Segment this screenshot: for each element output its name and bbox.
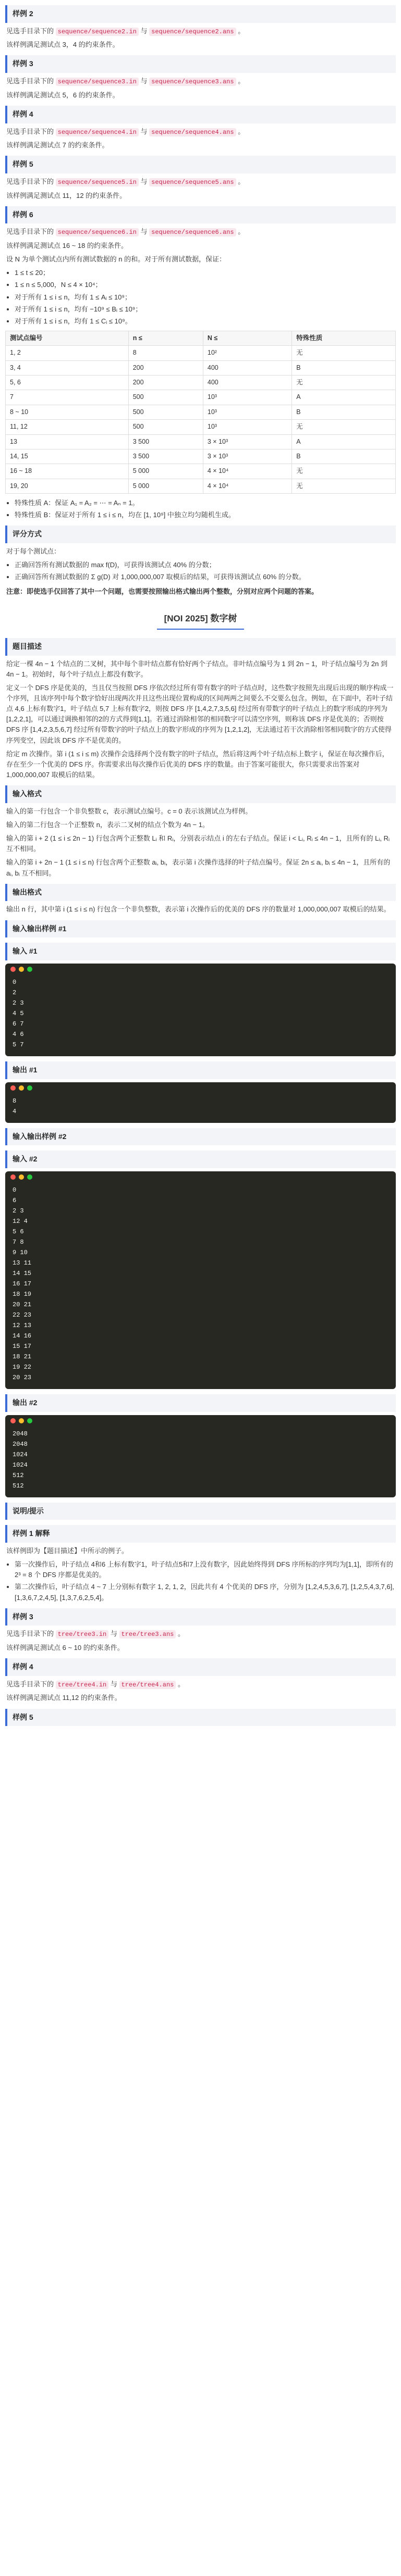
table-cell: 19, 20 <box>6 479 129 493</box>
table-cell: 13 <box>6 434 129 449</box>
table-cell: 3, 4 <box>6 360 129 375</box>
sample3-desc: 该样例满足测试点 5，6 的约束条件。 <box>6 91 119 99</box>
input-p2: 输入的第二行包含一个正整数 n，表示二叉树的结点个数为 4n − 1。 <box>6 821 209 829</box>
sample6-files <box>6 227 395 237</box>
scoring-item: • 正确回答所有测试数据的 max f(D)，可获得该测试点 40% 的分数； <box>15 560 396 570</box>
tree-sample4-file-ans[interactable]: tree/tree4.ans <box>119 1681 176 1689</box>
maximize-dot-icon <box>27 967 32 972</box>
sample6-desc: 该样例满足测试点 16 ~ 18 的约束条件。 <box>6 241 128 249</box>
table-body <box>6 346 396 494</box>
table-cell: B <box>292 360 396 375</box>
sample6-heading: 样例 6 <box>5 206 396 224</box>
tree-sample3-desc: 该样例满足测试点 6 ~ 10 的约束条件。 <box>6 1644 124 1652</box>
table-header-row <box>6 331 396 345</box>
sample3-heading: 样例 3 <box>5 55 396 73</box>
property-a: • 特殊性质 A：保证 A₁ = A₂ = ⋯ = Aₙ = 1。 <box>15 498 396 508</box>
close-dot-icon <box>10 967 16 972</box>
tree-sample4-suffix: 。 <box>177 1680 185 1688</box>
table-cell: 8 ~ 10 <box>6 405 129 419</box>
sample5-file-in[interactable]: sequence/sequence5.in <box>56 178 139 186</box>
table-cell: B <box>292 449 396 464</box>
table-cell: A <box>292 434 396 449</box>
constraint-item: • 1 ≤ n ≤ 5,000，N ≤ 4 × 10⁴； <box>15 280 396 290</box>
tree-sample4-file-in[interactable]: tree/tree4.in <box>56 1681 109 1689</box>
table-cell: 4 × 10⁴ <box>203 479 291 493</box>
table-row <box>6 464 396 479</box>
sample5-suffix: 。 <box>238 177 245 185</box>
window-controls <box>5 1171 396 1183</box>
table-row <box>6 449 396 464</box>
table-cell: 16 ~ 18 <box>6 464 129 479</box>
sample2-files <box>6 26 395 37</box>
minimize-dot-icon <box>19 1418 24 1423</box>
table-cell: 10² <box>203 346 291 360</box>
hints-heading: 说明/提示 <box>5 1503 396 1520</box>
explain-item: • 第二次操作后，叶子结点 4 ~ 7 上分别标有数字 1, 2, 1, 2，因此共有 4 个优美的 DFS 序，分别为 [1,2,4,5,3,6,7], [1,2,5,4,3,7,6], [1,3,6,7,2,4,5], [1,3,7,6,2,5,4]。 <box>15 1582 396 1603</box>
table-cell: 3 500 <box>128 434 203 449</box>
table-cell: 5 000 <box>128 464 203 479</box>
table-cell: 无 <box>292 346 396 360</box>
table-cell: 500 <box>128 405 203 419</box>
tree-sample3-heading: 样例 3 <box>5 1608 396 1626</box>
scoring-intro: 对于每个测试点： <box>6 547 61 556</box>
tree-sample3-see: 见选手目录下的 <box>6 1630 54 1638</box>
tree-sample3-suffix: 。 <box>177 1630 185 1638</box>
sample4-and: 与 <box>140 127 148 135</box>
window-controls <box>5 1082 396 1094</box>
table-cell: 无 <box>292 464 396 479</box>
table-cell: 无 <box>292 479 396 493</box>
table-header: n ≤ <box>128 331 203 345</box>
special-properties <box>15 498 396 520</box>
io2-output-text[interactable]: 2048 2048 1024 1024 512 512 <box>13 1430 28 1490</box>
sample3-file-in[interactable]: sequence/sequence3.in <box>56 78 139 86</box>
tree-sample3-files <box>6 1629 395 1640</box>
window-controls <box>5 964 396 975</box>
io1-input-heading: 输入 #1 <box>5 943 396 960</box>
explain-item: • 第一次操作后，叶子结点 4和6 上标有数字1，叶子结点5和7上没有数字，因此始终得到 DFS 序所标的序列均为[1,1]，即所有的2³ = 8 个 DFS 序都是优美的。 <box>15 1559 396 1580</box>
table-cell: 3 × 10³ <box>203 434 291 449</box>
input-p4: 输入的第 i + 2n − 1 (1 ≤ i ≤ n) 行包含两个正整数 aᵢ, bᵢ，表示第 i 次操作选择的叶子结点编号。保证 2n ≤ aᵢ, bᵢ ≤ 4n − 1，且所有的 aᵢ, bᵢ 互不相同。 <box>6 858 391 877</box>
scoring-item: • 正确回答所有测试数据的 Σ g(D) 对 1,000,000,007 取模后的结果，可获得该测试点 60% 的分数。 <box>15 572 396 582</box>
tree-sample4-heading: 样例 4 <box>5 1658 396 1676</box>
sample6-file-in[interactable]: sequence/sequence6.in <box>56 228 139 236</box>
constraint-item: • 对于所有 1 ≤ i ≤ n，均有 −10⁹ ≤ Bᵢ ≤ 10⁹； <box>15 304 396 315</box>
table-cell: 500 <box>128 420 203 434</box>
tree-sample3-file-ans[interactable]: tree/tree3.ans <box>119 1630 176 1639</box>
scoring-list <box>15 560 396 582</box>
desc-heading: 题目描述 <box>5 638 396 656</box>
window-controls <box>5 1415 396 1427</box>
input-p3: 输入的第 i + 2 (1 ≤ i ≤ 2n − 1) 行包含两个正整数 Lᵢ 和 Rᵢ，分别表示结点 i 的左右子结点。保证 i < Lᵢ, Rᵢ ≤ 4n − 1，且所有的 Lᵢ, Rᵢ 互不相同。 <box>6 834 390 853</box>
scoring-note: 注意：即使选手仅回答了其中一个问题，也需要按照输出格式输出两个整数，分别对应两个问题的答案。 <box>6 587 319 596</box>
table-cell: 200 <box>128 360 203 375</box>
sample5-desc: 该样例满足测试点 11，12 的约束条件。 <box>6 191 127 199</box>
table-row <box>6 376 396 390</box>
sample3-file-ans[interactable]: sequence/sequence3.ans <box>149 78 236 86</box>
sample3-see: 见选手目录下的 <box>6 77 54 85</box>
tree-sample4-see: 见选手目录下的 <box>6 1680 54 1688</box>
table-header: 特殊性质 <box>292 331 396 345</box>
problem-title: [NOI 2025] 数字树 <box>157 609 245 630</box>
constraints-list <box>15 268 396 327</box>
sample5-file-ans[interactable]: sequence/sequence5.ans <box>149 178 236 186</box>
table-cell: 4 × 10⁴ <box>203 464 291 479</box>
input-heading: 输入格式 <box>5 785 396 803</box>
input-p1: 输入的第一行包含一个非负整数 c，表示测试点编号。c = 0 表示该测试点为样例。 <box>6 807 252 815</box>
table-cell: 400 <box>203 360 291 375</box>
io1-output-text[interactable]: 8 4 <box>13 1097 17 1115</box>
io2-output-code[interactable] <box>5 1415 396 1497</box>
table-cell: A <box>292 390 396 405</box>
desc-p1: 给定一棵 4n − 1 个结点的二叉树，其中每个非叶结点都有恰好两个子结点。非叶结点编号为 1 到 2n − 1，叶子结点编号为 2n 到 4n − 1。初始时，每个叶子结点上都没有数字。 <box>6 659 387 678</box>
close-dot-icon <box>10 1174 16 1180</box>
sample2-and: 与 <box>140 27 148 35</box>
table-cell: 500 <box>128 390 203 405</box>
tree-sample3-and: 与 <box>110 1630 117 1638</box>
desc-p2: 定义一个 DFS 序是优美的，当且仅当按照 DFS 序依次经过所有带有数字的叶子结点时，这些数字按照先出现后出现的顺序构成一个序列，且该序列中每个数字恰好出现两次并且这些出现位置构成的区间两两之间要么不交要么包含。例如，在下面中，若叶子结点 4,6 上标有数字1，叶子结点 5,7 上标有数字2，则按 DFS 序 [1,4,2,7,3,5,6] 经过所有带数字的叶子结点上的数字形成的序列为 [1,2,2,1]，可以通过调换相邻的2的方式得到[1,1]。若通过消除相邻的相同数字可以清空序列，则称该 DFS 序是优美的；否则按 DFS 序 [1,4,2,3,5,6,7] 经过所有带数字的叶子结点上的数字形成的序列为 [1,2,1,2]，无法通过若干次消除相邻相同数字的方式使得序列变空，因此该 DFS 序不是优美的。 <box>6 683 394 744</box>
sample1-explain-intro: 该样例即为【题目描述】中所示的例子。 <box>6 1547 129 1555</box>
io2-input-text[interactable]: 0 6 2 3 12 4 5 6 7 8 9 10 13 11 14 15 16 17 18 19 20 21 22 23 12 13 14 16 15 17 18 21 19 22 20 23 <box>13 1186 32 1381</box>
table-row <box>6 360 396 375</box>
table-row <box>6 420 396 434</box>
maximize-dot-icon <box>27 1085 32 1091</box>
sample6-see: 见选手目录下的 <box>6 228 54 236</box>
constraints-intro: 设 N 为单个测试点内所有测试数据的 n 的和。对于所有测试数据，保证： <box>6 255 226 264</box>
maximize-dot-icon <box>27 1174 32 1180</box>
sample1-explain-heading: 样例 1 解释 <box>5 1525 396 1543</box>
io2-output-heading: 输出 #2 <box>5 1394 396 1412</box>
output-p1: 输出 n 行，其中第 i (1 ≤ i ≤ n) 行包含一个非负整数，表示第 i 次操作后的优美的 DFS 序的数量对 1,000,000,007 取模后的结果。 <box>6 905 391 914</box>
sample2-file-in[interactable]: sequence/sequence2.in <box>56 28 139 36</box>
sample4-files <box>6 127 395 137</box>
close-dot-icon <box>10 1085 16 1091</box>
io2-heading: 输入输出样例 #2 <box>5 1128 396 1146</box>
table-cell: 1, 2 <box>6 346 129 360</box>
sample5-files <box>6 177 395 187</box>
maximize-dot-icon <box>27 1418 32 1423</box>
tree-sample3-file-in[interactable]: tree/tree3.in <box>56 1630 109 1639</box>
table-cell: 400 <box>203 376 291 390</box>
io2-input-heading: 输入 #2 <box>5 1151 396 1168</box>
scoring-heading: 评分方式 <box>5 526 396 543</box>
table-header: N ≤ <box>203 331 291 345</box>
sample3-files <box>6 76 395 87</box>
sample2-desc: 该样例满足测试点 3，4 的约束条件。 <box>6 41 119 49</box>
io1-heading: 输入输出样例 #1 <box>5 920 396 938</box>
sample4-file-ans[interactable]: sequence/sequence4.ans <box>149 128 236 136</box>
constraint-item: • 对于所有 1 ≤ i ≤ n，均有 1 ≤ Aᵢ ≤ 10⁹； <box>15 292 396 303</box>
table-cell: 11, 12 <box>6 420 129 434</box>
tree-sample5-heading: 样例 5 <box>5 1709 396 1727</box>
output-heading: 输出格式 <box>5 884 396 902</box>
table-row <box>6 346 396 360</box>
sample2-heading: 样例 2 <box>5 5 396 23</box>
io1-output-code[interactable] <box>5 1082 396 1123</box>
table-cell: 5, 6 <box>6 376 129 390</box>
sample2-see: 见选手目录下的 <box>6 27 54 35</box>
sample4-heading: 样例 4 <box>5 106 396 123</box>
property-b: • 特殊性质 B：保证对于所有 1 ≤ i ≤ n，均在 [1, 10⁹] 中独立均匀随机生成。 <box>15 510 396 520</box>
io1-input-text[interactable]: 0 2 2 3 4 5 6 7 4 6 5 7 <box>13 978 24 1048</box>
table-row <box>6 434 396 449</box>
table-cell: 14, 15 <box>6 449 129 464</box>
sample2-suffix: 。 <box>238 27 245 35</box>
sample4-file-in[interactable]: sequence/sequence4.in <box>56 128 139 136</box>
minimize-dot-icon <box>19 1174 24 1180</box>
table-cell: 3 × 10³ <box>203 449 291 464</box>
io1-output-heading: 输出 #1 <box>5 1061 396 1079</box>
problem-title-wrap <box>5 609 396 630</box>
constraint-item: • 对于所有 1 ≤ i ≤ n，均有 1 ≤ Cᵢ ≤ 10⁹。 <box>15 316 396 327</box>
tree-sample4-files <box>6 1679 395 1690</box>
table-cell: 8 <box>128 346 203 360</box>
sample5-see: 见选手目录下的 <box>6 177 54 185</box>
sample4-desc: 该样例满足测试点 7 的约束条件。 <box>6 141 109 149</box>
table-cell: 10³ <box>203 420 291 434</box>
sample2-file-ans[interactable]: sequence/sequence2.ans <box>149 28 236 36</box>
sample6-suffix: 。 <box>238 228 245 236</box>
sample3-suffix: 。 <box>238 77 245 85</box>
table-cell: 10³ <box>203 390 291 405</box>
desc-p3: 给定 m 次操作。第 i (1 ≤ i ≤ m) 次操作会选择两个没有数字的叶子结点，然后将这两个叶子结点标上数字 i，保证在每次操作后，存在至少一个优美的 DFS 序。你需要求出每次操作后优美的 DFS 序的数量。由于答案可能很大，你只需要求出答案对 1,000,000,007 取模后的结果。 <box>6 749 389 779</box>
sample6-file-ans[interactable]: sequence/sequence6.ans <box>149 228 236 236</box>
sample1-explain-list <box>15 1559 396 1603</box>
sample6-and: 与 <box>140 228 148 236</box>
table-cell: 5 000 <box>128 479 203 493</box>
table-cell: 无 <box>292 376 396 390</box>
sample5-and: 与 <box>140 177 148 185</box>
io1-input-code[interactable] <box>5 964 396 1056</box>
table-cell: 无 <box>292 420 396 434</box>
tree-sample4-and: 与 <box>110 1680 117 1688</box>
table-cell: 200 <box>128 376 203 390</box>
table-cell: B <box>292 405 396 419</box>
table-cell: 3 500 <box>128 449 203 464</box>
page <box>0 5 401 1726</box>
minimize-dot-icon <box>19 1085 24 1091</box>
table-cell: 10³ <box>203 405 291 419</box>
tree-sample4-desc: 该样例满足测试点 11,12 的约束条件。 <box>6 1694 121 1702</box>
table-row <box>6 405 396 419</box>
table-row <box>6 479 396 493</box>
sample5-heading: 样例 5 <box>5 156 396 173</box>
sample4-suffix: 。 <box>238 127 245 135</box>
minimize-dot-icon <box>19 967 24 972</box>
constraints-table <box>5 331 396 494</box>
table-cell: 7 <box>6 390 129 405</box>
io2-input-code[interactable] <box>5 1171 396 1389</box>
sample4-see: 见选手目录下的 <box>6 127 54 135</box>
table-row <box>6 390 396 405</box>
constraint-item: • 1 ≤ t ≤ 20； <box>15 268 396 278</box>
table-header: 测试点编号 <box>6 331 129 345</box>
close-dot-icon <box>10 1418 16 1423</box>
sample3-and: 与 <box>140 77 148 85</box>
